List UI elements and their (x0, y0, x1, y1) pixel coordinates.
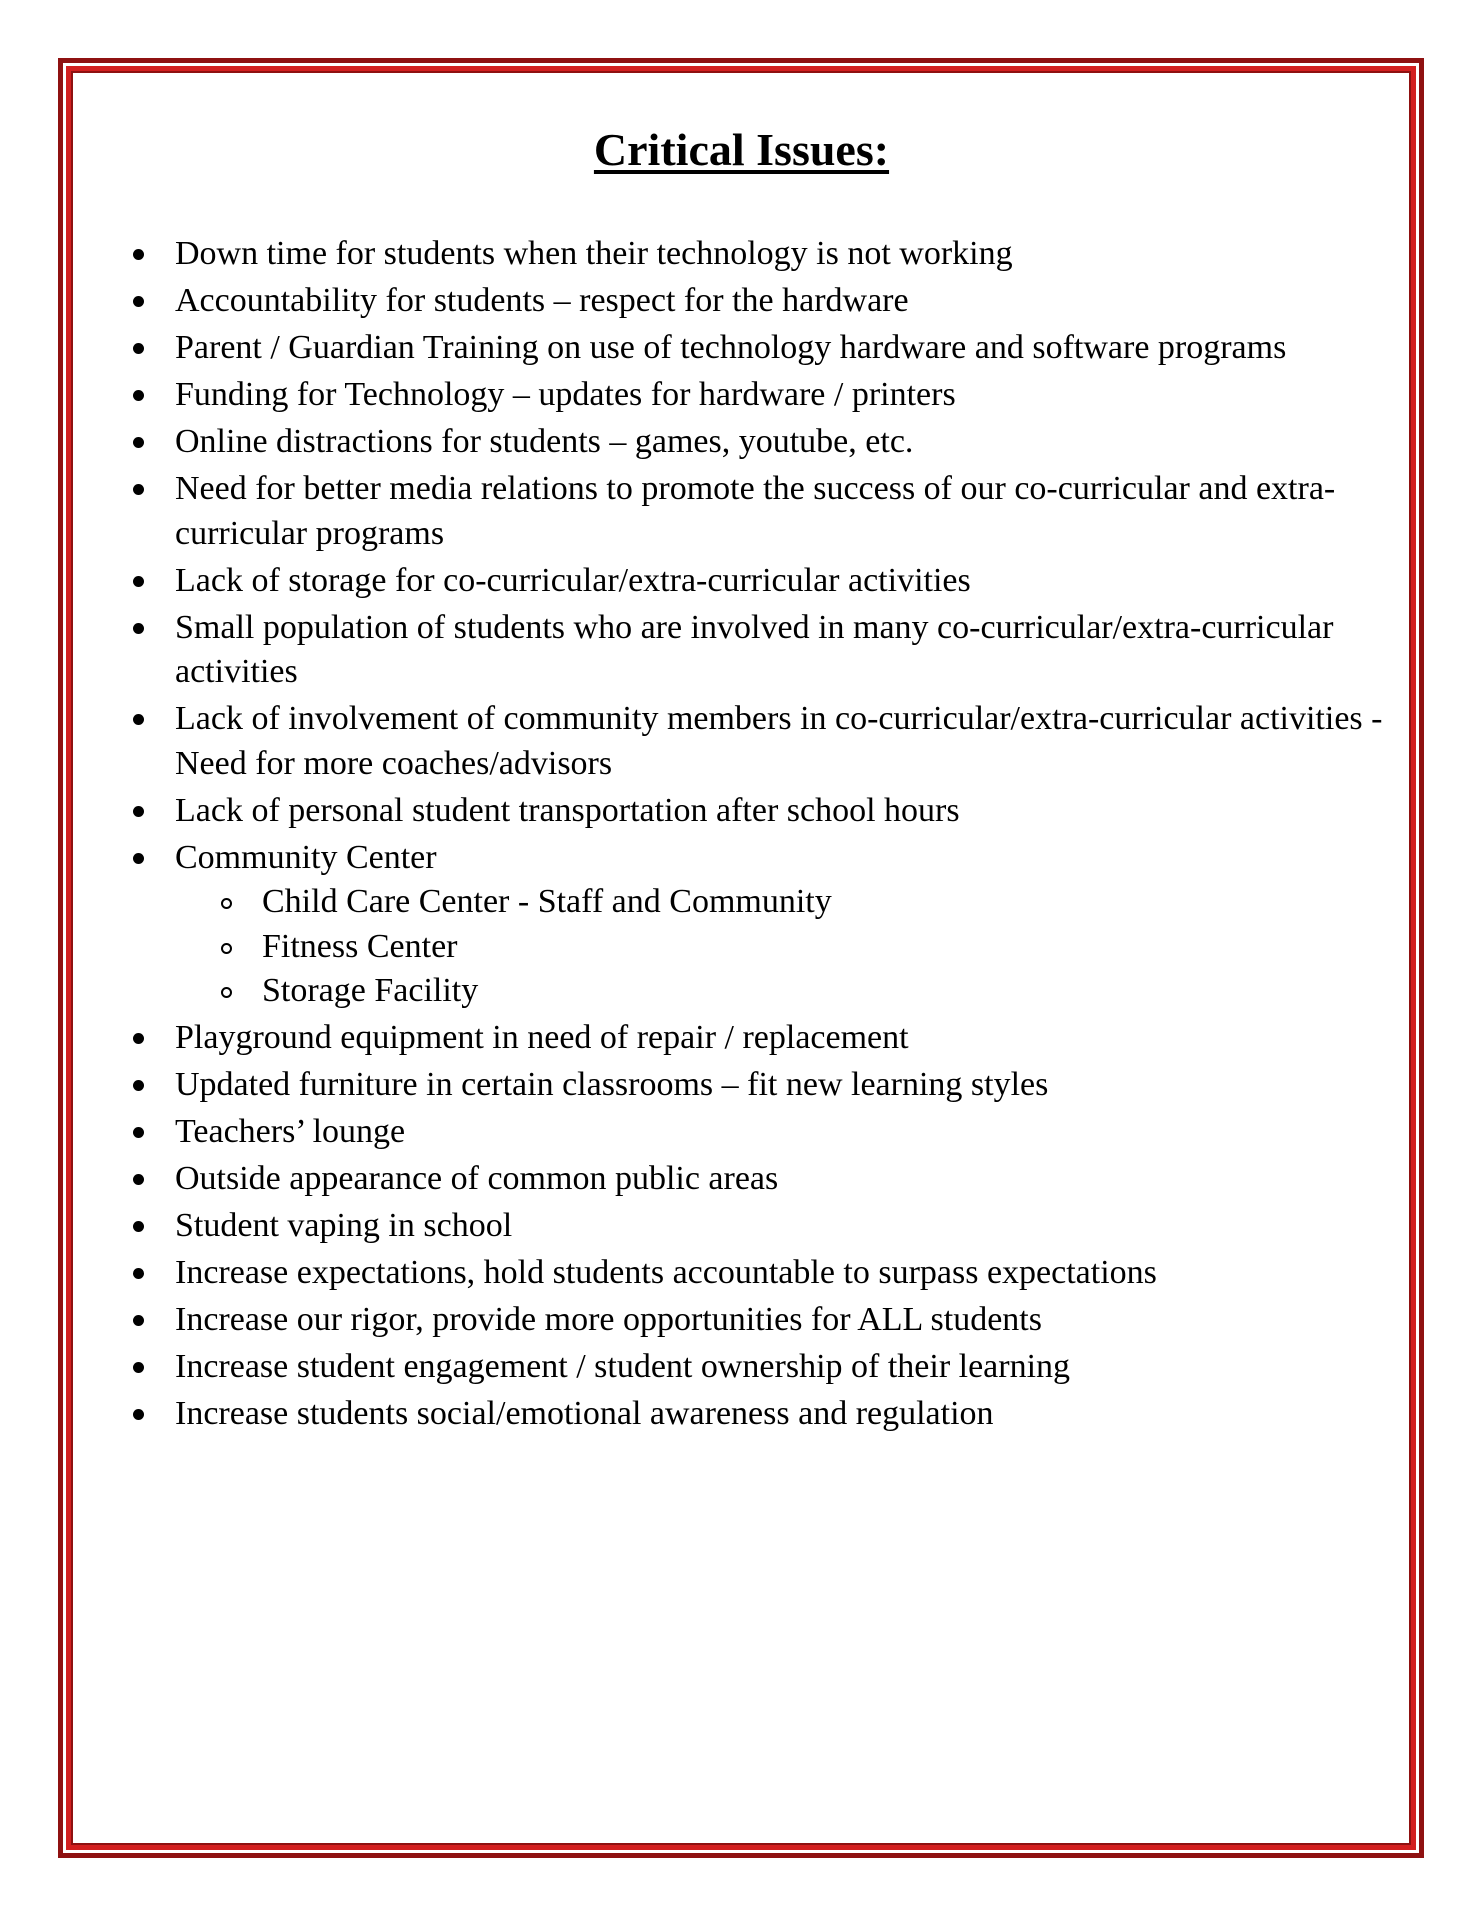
list-item (130, 326, 1400, 371)
bullet-icon (133, 623, 144, 634)
sub-list-item (175, 969, 1400, 1014)
list-item-text: Increase expectations, hold students accountable to surpass expectations (175, 1254, 1157, 1291)
bullet-icon (133, 1362, 144, 1373)
list-item (130, 1157, 1400, 1202)
bullet-icon (133, 1221, 144, 1232)
bullet-icon (133, 437, 144, 448)
bullet-icon (133, 296, 144, 307)
hollow-circle-bullet-icon (221, 943, 232, 954)
bullet-icon (133, 390, 144, 401)
list-item (130, 1298, 1400, 1343)
list-item (130, 697, 1400, 786)
list-item-text: Student vaping in school (175, 1207, 513, 1244)
bullet-icon (133, 714, 144, 725)
sub-list-item-text: Fitness Center (262, 927, 458, 965)
sub-list-item (175, 925, 1400, 970)
hollow-circle-bullet-icon (221, 987, 232, 998)
list-item (130, 1345, 1400, 1390)
list-item (130, 1110, 1400, 1155)
bullet-icon (133, 1033, 144, 1044)
list-item-text: Need for better media relations to promote the success of our co-curricular and extra-curricular programs (175, 470, 1336, 552)
critical-issues-list (130, 232, 1400, 1439)
bullet-icon (133, 853, 144, 864)
list-item (130, 467, 1400, 556)
bullet-icon (133, 576, 144, 587)
document-title: Critical Issues: (593, 124, 890, 175)
list-item-text: Outside appearance of common public areas (175, 1160, 779, 1197)
list-item-text: Lack of involvement of community members in co-curricular/extra-curricular activities - Need for more coaches/advisors (175, 700, 1383, 782)
bullet-icon (133, 484, 144, 495)
list-item-text: Increase student engagement / student ownership of their learning (175, 1348, 1071, 1385)
sub-list-item-text: Storage Facility (262, 972, 479, 1009)
bullet-icon (133, 249, 144, 260)
bullet-icon (133, 1127, 144, 1138)
community-center-sublist (175, 880, 1400, 1014)
list-item-text: Down time for students when their technology is not working (175, 235, 1013, 272)
list-item (130, 373, 1400, 418)
hollow-circle-bullet-icon (221, 898, 232, 909)
list-item-text: Small population of students who are involved in many co-curricular/extra-curricular activities (175, 608, 1334, 690)
bullet-icon (133, 343, 144, 354)
bullet-icon (133, 1315, 144, 1326)
list-item (130, 606, 1400, 695)
list-item-text: Funding for Technology – updates for hardware / printers (175, 376, 956, 413)
list-item-text: Lack of personal student transportation after school hours (175, 791, 960, 829)
list-item-text: Lack of storage for co-curricular/extra-curricular activities (175, 561, 971, 599)
list-item-text: Increase students social/emotional awareness and regulation (175, 1395, 994, 1432)
list-item (130, 1392, 1400, 1437)
bullet-icon (133, 1174, 144, 1185)
sub-list-item-text: Child Care Center - Staff and Community (262, 883, 832, 920)
list-item (130, 1063, 1400, 1108)
bullet-icon (133, 806, 144, 817)
list-item-text: Playground equipment in need of repair / replacement (175, 1019, 909, 1056)
list-item (130, 1204, 1400, 1249)
list-item (130, 1016, 1400, 1061)
bullet-icon (133, 1080, 144, 1091)
list-item-text: Teachers’ lounge (175, 1113, 406, 1150)
list-item-text: Community Center (175, 838, 437, 876)
list-item-text: Parent / Guardian Training on use of technology hardware and software programs (175, 329, 1287, 366)
list-item (130, 789, 1400, 834)
list-item (130, 1251, 1400, 1296)
sub-list-item (175, 880, 1400, 925)
list-item (130, 232, 1400, 277)
list-item (130, 279, 1400, 324)
bullet-icon (133, 1268, 144, 1279)
list-item-text: Updated furniture in certain classrooms – fit new learning styles (175, 1066, 1049, 1103)
bullet-icon (133, 1409, 144, 1420)
list-item-text: Accountability for students – respect for the hardware (175, 282, 909, 319)
list-item (130, 420, 1400, 465)
list-item-text: Increase our rigor, provide more opportunities for ALL students (175, 1301, 1042, 1338)
list-item (130, 559, 1400, 604)
list-item-community-center (130, 836, 1400, 1014)
list-item-text: Online distractions for students – games, youtube, etc. (175, 423, 914, 460)
